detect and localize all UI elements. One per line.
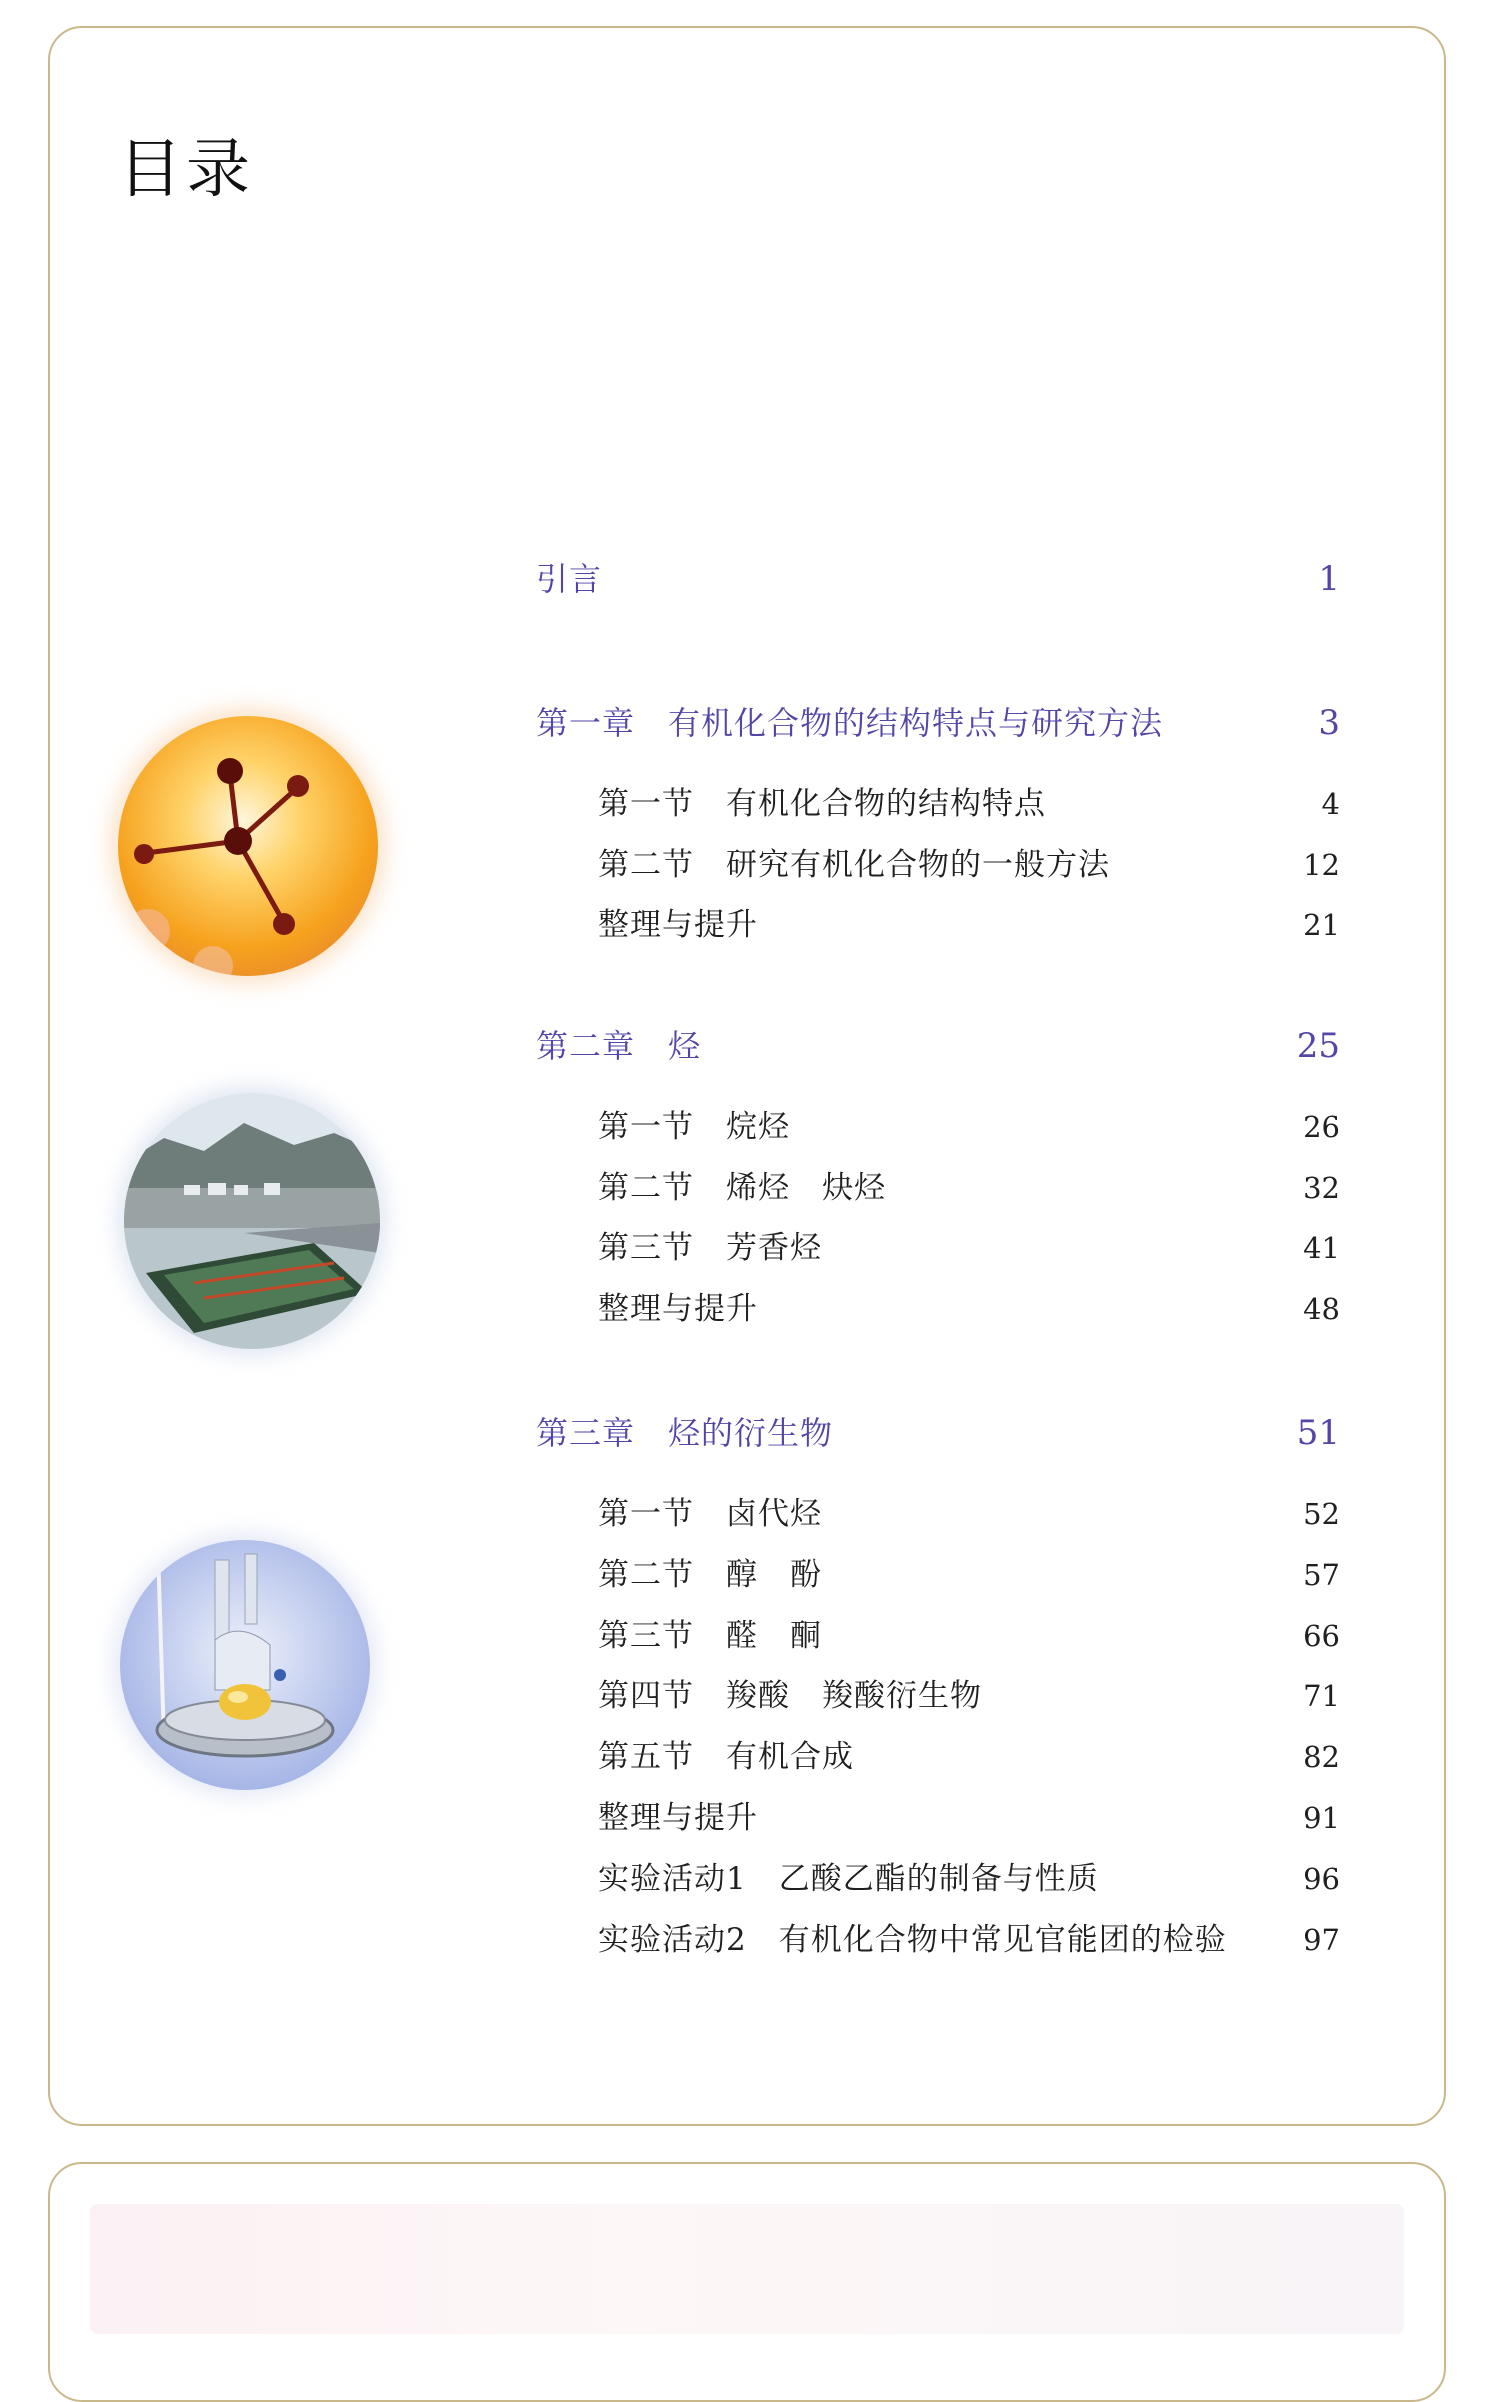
entry-label: 第四节 羧酸 羧酸衍生物 bbox=[598, 1678, 982, 1714]
entry-page-number: 82 bbox=[1303, 1740, 1340, 1774]
entry-page-number: 4 bbox=[1321, 787, 1340, 821]
toc-entry-intro[interactable] bbox=[0, 556, 1500, 602]
entry-page-number: 25 bbox=[1296, 1026, 1340, 1066]
entry-label: 第一节 烷烃 bbox=[598, 1109, 790, 1145]
entry-page-number: 1 bbox=[1318, 559, 1340, 599]
entry-label: 整理与提升 bbox=[598, 1800, 758, 1836]
entry-label: 第二章 烃 bbox=[536, 1027, 702, 1065]
toc-entry-section[interactable] bbox=[0, 1856, 1500, 1902]
entry-label: 第一节 有机化合物的结构特点 bbox=[598, 786, 1046, 822]
entry-label: 整理与提升 bbox=[598, 1291, 758, 1327]
entry-label: 第三节 醛 酮 bbox=[598, 1618, 822, 1654]
entry-label: 第二节 醇 酚 bbox=[598, 1557, 822, 1593]
entry-page-number: 71 bbox=[1303, 1679, 1340, 1713]
entry-page-number: 57 bbox=[1303, 1558, 1340, 1592]
entry-label: 实验活动1 乙酸乙酯的制备与性质 bbox=[598, 1861, 1099, 1897]
molecule-model-image bbox=[118, 716, 378, 976]
entry-label: 引言 bbox=[536, 560, 603, 598]
entry-label: 第三节 芳香烃 bbox=[598, 1230, 822, 1266]
entry-page-number: 97 bbox=[1303, 1923, 1340, 1957]
toc-entry-section[interactable] bbox=[0, 1491, 1500, 1537]
next-page-card bbox=[48, 2162, 1446, 2402]
entry-label: 实验活动2 有机化合物中常见官能团的检验 bbox=[598, 1922, 1227, 1958]
entry-page-number: 52 bbox=[1303, 1497, 1340, 1531]
entry-page-number: 96 bbox=[1303, 1862, 1340, 1896]
toc-entry-section[interactable] bbox=[0, 1917, 1500, 1963]
entry-page-number: 91 bbox=[1303, 1801, 1340, 1835]
toc-entry-section[interactable] bbox=[0, 1795, 1500, 1841]
entry-label: 第三章 烃的衍生物 bbox=[536, 1414, 834, 1452]
entry-label: 第二节 研究有机化合物的一般方法 bbox=[598, 847, 1110, 883]
entry-page-number: 51 bbox=[1296, 1413, 1340, 1453]
entry-page-number: 3 bbox=[1318, 703, 1340, 743]
entry-page-number: 48 bbox=[1303, 1292, 1340, 1326]
entry-page-number: 21 bbox=[1303, 908, 1340, 942]
toc-entry-chapter-3[interactable] bbox=[0, 1410, 1500, 1456]
page-title: 目录 bbox=[118, 133, 254, 207]
entry-label: 第五节 有机合成 bbox=[598, 1739, 854, 1775]
oil-tanker-harbor-image bbox=[124, 1093, 380, 1349]
faded-content-area bbox=[90, 2204, 1404, 2334]
entry-label: 第二节 烯烃 炔烃 bbox=[598, 1170, 886, 1206]
entry-label: 第一章 有机化合物的结构特点与研究方法 bbox=[536, 704, 1164, 742]
entry-page-number: 41 bbox=[1303, 1231, 1340, 1265]
entry-page-number: 12 bbox=[1303, 848, 1340, 882]
entry-label: 整理与提升 bbox=[598, 907, 758, 943]
toc-entry-chapter-2[interactable] bbox=[0, 1023, 1500, 1069]
lab-reaction-apparatus-image bbox=[120, 1540, 370, 1790]
entry-page-number: 32 bbox=[1303, 1171, 1340, 1205]
entry-page-number: 66 bbox=[1303, 1619, 1340, 1653]
entry-label: 第一节 卤代烃 bbox=[598, 1496, 822, 1532]
entry-page-number: 26 bbox=[1303, 1110, 1340, 1144]
